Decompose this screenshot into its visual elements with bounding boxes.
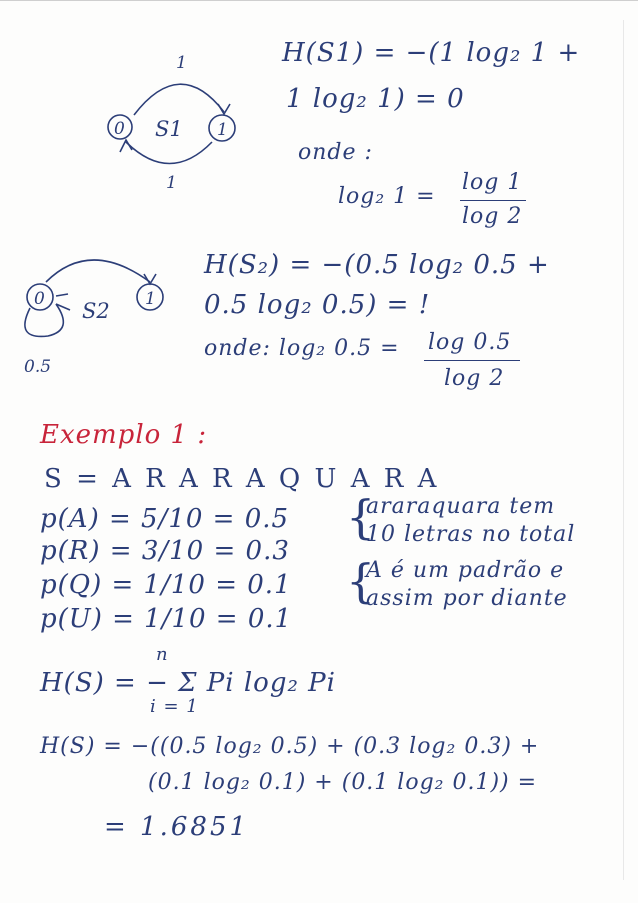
note2-line1: A é um padrão e	[366, 558, 565, 583]
edge-bottom-arc	[126, 142, 212, 164]
sum-lower-limit: i = 1	[150, 696, 199, 717]
sum-upper-limit: n	[156, 644, 169, 665]
node-right-label: 1	[217, 120, 228, 140]
entropy-expand-line1: H(S) = −((0.5 log₂ 0.5) + (0.3 log₂ 0.3) +	[40, 734, 540, 759]
node-right-label-2: 1	[145, 289, 156, 309]
entropy-result: = 1.6851	[104, 812, 250, 842]
prob-a: p(A) = 5/10 = 0.5	[40, 504, 290, 534]
onde-label-1: onde :	[298, 140, 373, 165]
h-s2-line1: H(S₂) = −(0.5 log₂ 0.5 +	[204, 250, 550, 280]
fraction-bar-1	[460, 200, 526, 201]
entropy-sum-formula: H(S) = − Σ Pi log₂ Pi	[40, 668, 336, 698]
edge-bottom-label: 1	[166, 173, 177, 193]
h-s2-line2: 0.5 log₂ 0.5) = !	[204, 290, 431, 320]
prob-u: p(U) = 1/10 = 0.1	[40, 604, 293, 634]
log-def-num-2: log 0.5	[428, 330, 512, 355]
example-heading: Exemplo 1 :	[40, 420, 208, 450]
log-def-den-1: log 2	[462, 204, 523, 229]
state-label-s2: S2	[82, 299, 110, 323]
arrowhead-bottom	[120, 140, 132, 152]
entropy-expand-line2: (0.1 log₂ 0.1) + (0.1 log₂ 0.1)) =	[148, 770, 538, 795]
edge-top-label: 1	[176, 53, 187, 73]
brace-2: {	[346, 554, 376, 608]
onde-label-2: onde: log₂ 0.5 =	[204, 336, 400, 361]
prob-q: p(Q) = 1/10 = 0.1	[40, 570, 292, 600]
sequence-line: S = A R A R A Q U A R A	[44, 464, 440, 494]
h-s1-line1: H(S1) = −(1 log₂ 1 +	[282, 38, 581, 68]
log-def-den-2: log 2	[444, 366, 505, 391]
h-s1-line2: 1 log₂ 1) = 0	[286, 84, 465, 114]
log-def-lhs-1: log₂ 1 =	[338, 184, 436, 209]
log-def-num-1: log 1	[462, 170, 523, 195]
node-left-label-2: 0	[34, 289, 45, 309]
prob-r: p(R) = 3/10 = 0.3	[40, 536, 290, 566]
edge-top-arc	[134, 84, 224, 115]
fraction-bar-2	[424, 360, 520, 361]
arrowhead-top	[218, 104, 230, 114]
edge-0-to-1	[46, 260, 150, 282]
note1-line2: 10 letras no total	[366, 522, 576, 547]
note1-line1: araraquara tem	[366, 494, 556, 519]
brace-1: {	[346, 490, 376, 544]
state-label-s1: S1	[155, 117, 183, 141]
loop-probability: 0.5	[24, 357, 52, 377]
node-left-label: 0	[114, 119, 125, 139]
note2-line2: assim por diante	[366, 586, 568, 611]
loop-arrow-tick-1	[56, 294, 68, 296]
